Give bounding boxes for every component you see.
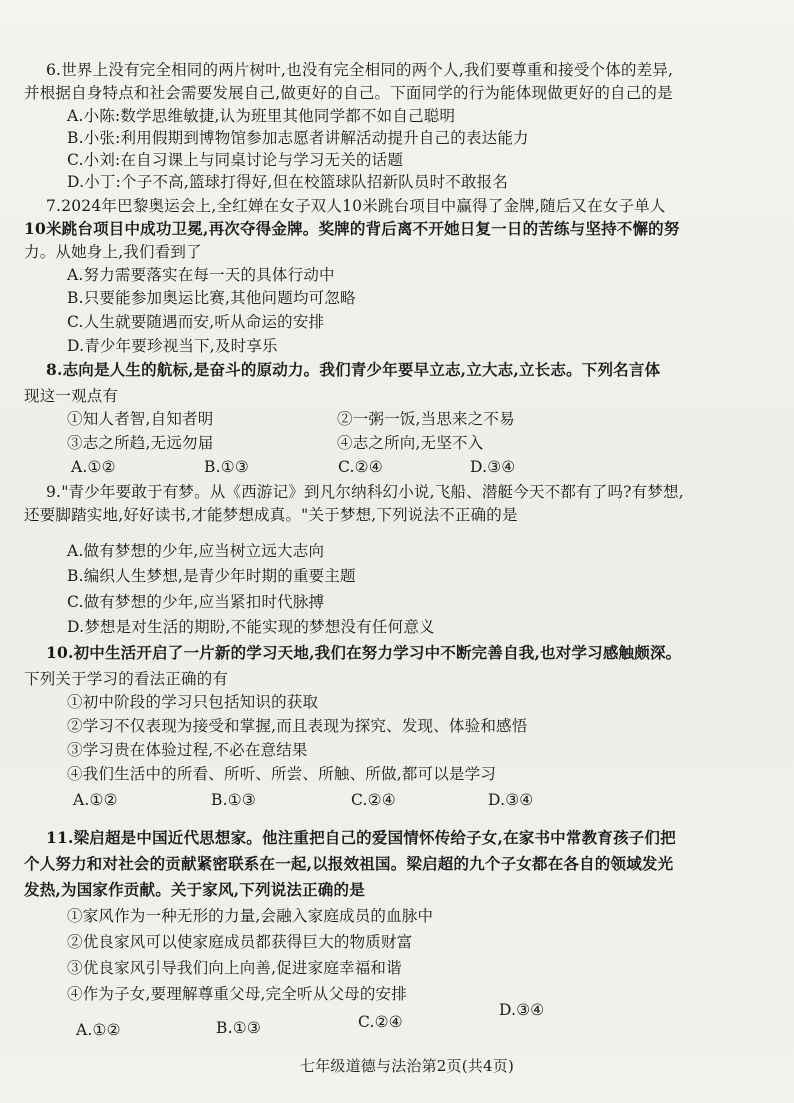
q11-stem-line1: 11.梁启超是中国近代思想家。他注重把自己的爱国情怀传给子女,在家书中常教育孩子们把 [46, 828, 676, 847]
q9-option-d: D.梦想是对生活的期盼,不能实现的梦想没有任何意义 [67, 618, 435, 636]
q8-option-b: B.①③ [204, 458, 249, 476]
q7-option-a: A.努力需要落实在每一天的具体行动中 [67, 266, 335, 284]
q8-option-c: C.②④ [338, 458, 383, 476]
q8-item-4: ④志之所向,无坚不入 [337, 434, 484, 452]
q9-option-a: A.做有梦想的少年,应当树立远大志向 [67, 542, 325, 560]
q9-option-c: C.做有梦想的少年,应当紧扣时代脉搏 [67, 593, 325, 611]
q10-stem-line2: 下列关于学习的看法正确的有 [24, 670, 229, 688]
q8-option-d: D.③④ [470, 458, 516, 476]
q9-option-b: B.编织人生梦想,是青少年时期的重要主题 [67, 567, 356, 585]
q11-item-4: ④作为子女,要理解尊重父母,完全听从父母的安排 [67, 985, 407, 1003]
q7-option-c: C.人生就要随遇而安,听从命运的安排 [67, 313, 325, 331]
q9-stem-line1: 9."青少年要敢于有梦。从《西游记》到凡尔纳科幻小说,飞船、潜艇今天不都有了吗?有梦想, [46, 483, 684, 501]
q10-item-3: ③学习贵在体验过程,不必在意结果 [67, 741, 308, 759]
q7-stem-line3: 力。从她身上,我们看到了 [24, 243, 202, 261]
q11-option-a: A.①② [76, 1021, 121, 1039]
q10-item-1: ①初中阶段的学习只包括知识的获取 [67, 693, 319, 711]
q9-stem-line2: 还要脚踏实地,好好读书,才能梦想成真。"关于梦想,下列说法不正确的是 [24, 506, 518, 524]
q10-item-2: ②学习不仅表现为接受和掌握,而且表现为探究、发现、体验和感悟 [67, 717, 528, 735]
page-footer: 七年级道德与法治第2页(共4页) [300, 1057, 514, 1075]
q11-option-c: C.②④ [358, 1013, 403, 1031]
q8-stem-line2: 现这一观点有 [24, 387, 119, 405]
q11-option-b: B.①③ [216, 1019, 261, 1037]
q8-item-3: ③志之所趋,无远勿届 [67, 434, 214, 452]
q6-option-b: B.小张:利用假期到博物馆参加志愿者讲解活动提升自己的表达能力 [67, 129, 529, 147]
q10-item-4: ④我们生活中的所看、所听、所尝、所触、所做,都可以是学习 [67, 765, 497, 783]
q8-item-1: ①知人者智,自知者明 [67, 410, 214, 428]
q6-option-c: C.小刘:在自习课上与同桌讨论与学习无关的话题 [67, 151, 404, 169]
q8-option-a: A.①② [71, 458, 116, 476]
q11-option-d: D.③④ [499, 1001, 545, 1019]
q8-stem-line1: 8.志向是人生的航标,是奋斗的原动力。我们青少年要早立志,立大志,立长志。下列名言体 [46, 360, 661, 379]
q6-option-a: A.小陈:数学思维敏捷,认为班里其他同学都不如自己聪明 [67, 107, 456, 125]
q6-stem-line2: 并根据自身特点和社会需要发展自己,做更好的自己。下面同学的行为能体现做更好的自己的是 [24, 84, 673, 102]
q10-option-a: A.①② [73, 791, 118, 809]
q11-stem-line3: 发热,为国家作贡献。关于家风,下列说法正确的是 [24, 880, 365, 899]
q7-option-b: B.只要能参加奥运比赛,其他问题均可忽略 [67, 289, 356, 307]
q11-item-1: ①家风作为一种无形的力量,会融入家庭成员的血脉中 [67, 907, 434, 925]
q10-stem-line1: 10.初中生活开启了一片新的学习天地,我们在努力学习中不断完善自我,也对学习感触颇深。 [46, 643, 682, 662]
q10-option-c: C.②④ [351, 791, 396, 809]
q7-stem-line1: 7.2024年巴黎奥运会上,全红婵在女子双人10米跳台项目中赢得了金牌,随后又在女子单人 [46, 197, 666, 215]
q6-option-d: D.小丁:个子不高,篮球打得好,但在校篮球队招新队员时不敢报名 [67, 173, 509, 191]
q8-item-2: ②一粥一饭,当思来之不易 [337, 410, 515, 428]
q6-stem-line1: 6.世界上没有完全相同的两片树叶,也没有完全相同的两个人,我们要尊重和接受个体的差异, [46, 61, 674, 79]
q11-item-2: ②优良家风可以使家庭成员都获得巨大的物质财富 [67, 933, 413, 951]
q10-option-d: D.③④ [488, 791, 534, 809]
q7-stem-line2: 10米跳台项目中成功卫冕,再次夺得金牌。奖牌的背后离不开她日复一日的苦练与坚持不懈的努 [24, 219, 680, 238]
q11-stem-line2: 个人努力和对社会的贡献紧密联系在一起,以报效祖国。梁启超的九个子女都在各自的领域发光 [24, 854, 674, 873]
q11-item-3: ③优良家风引导我们向上向善,促进家庭幸福和谐 [67, 959, 402, 977]
q7-option-d: D.青少年要珍视当下,及时享乐 [67, 337, 278, 355]
q10-option-b: B.①③ [211, 791, 256, 809]
